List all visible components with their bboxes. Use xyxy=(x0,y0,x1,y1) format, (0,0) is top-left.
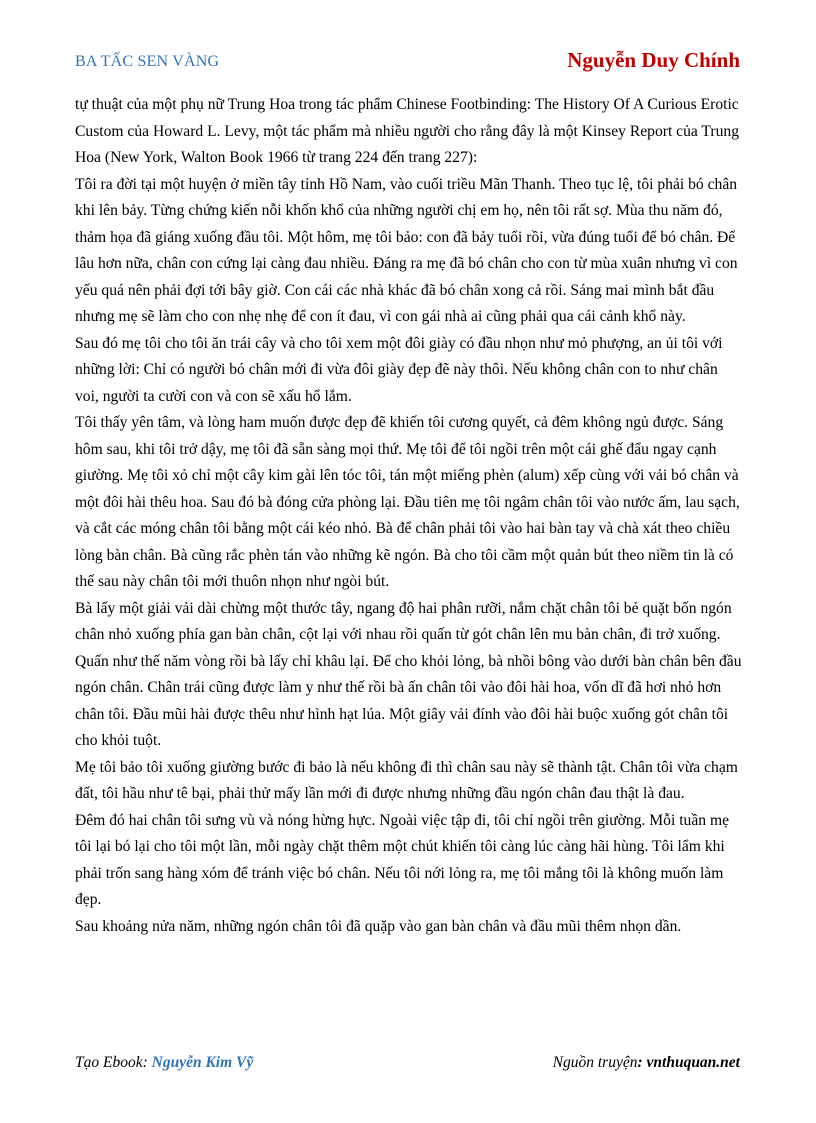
source-site: vnthuquan.net xyxy=(646,1054,740,1071)
source-credit-label: Nguồn truyện xyxy=(552,1054,638,1071)
paragraph: Bà lấy một giải vải dài chừng một thước tây, ngang độ hai phân rưỡi, nắm chặt chân tôi bẻ quặt bốn ngón chân nhỏ xuống phía gan bàn chân, cột lại với nhau rồi quấn từ gót chân lên mu bàn chân, đi trở xuống. Quấn như thế năm vòng rồi bà lấy chỉ khâu lại. Để cho khỏi lỏng, bà nhồi bông vào dưới bàn chân bên đầu ngón chân. Chân trái cũng được làm y như thế rồi bà ấn chân tôi vào đôi hài hoa, vốn dĩ đã hơi nhỏ hơn chân tôi. Đầu mũi hài được thêu như hình hạt lúa. Một giây vải đính vào đôi hài buộc xuống gót chân tôi cho khỏi tuột. xyxy=(75,599,742,749)
ebook-credit-label: Tạo Ebook xyxy=(75,1054,143,1071)
paragraph: Tôi thấy yên tâm, và lòng ham muốn được đẹp đẽ khiến tôi cương quyết, cả đêm không ngủ được. Sáng hôm sau, khi tôi trở dậy, mẹ tôi đã sẵn sàng mọi thứ. Mẹ tôi để tôi ngồi trên một cái ghế đẩu ngay cạnh giường. Mẹ tôi xỏ chỉ một cây kim gài lên tóc tôi, tán một miếng phèn (alum) xếp cùng với vải bó chân và một đôi hài thêu hoa. Sau đó bà đóng cửa phòng lại. Đầu tiên mẹ tôi ngâm chân tôi vào nước ấm, lau sạch, và cắt các móng chân tôi bằng một cái kéo nhỏ. Bà để chân phải tôi vào hai bàn tay và chà xát theo chiều lòng bàn chân. Bà cũng rắc phèn tán vào những kẽ ngón. Bà cho tôi cầm một quản bút theo niềm tin là có thế sau này chân tôi mới thuôn nhọn như ngòi bút. xyxy=(75,414,740,590)
paragraph: Sau đó mẹ tôi cho tôi ăn trái cây và cho tôi xem một đôi giày có đầu nhọn như mỏ phượng, an ủi tôi với những lời: Chỉ có người bó chân mới đi vừa đôi giày đẹp đẽ này thôi. Nếu không chân con to như chân voi, người ta cười con và con sẽ xấu hổ lắm. xyxy=(75,334,723,405)
paragraph: Sau khoảng nửa năm, những ngón chân tôi đã quặp vào gan bàn chân và đầu mũi thêm nhọn dần. xyxy=(75,917,682,935)
author-name: Nguyễn Duy Chính xyxy=(567,48,740,72)
paragraph: tự thuật của một phụ nữ Trung Hoa trong tác phẩm Chinese Footbinding: The History Of A Curious Erotic Custom của Howard L. Levy, một tác phẩm mà nhiều người cho rằng đây là một Kinsey Report của Trung Hoa (New York, Walton Book 1966 từ trang 224 đến trang 227): xyxy=(75,96,739,166)
page-footer xyxy=(75,1054,740,1078)
paragraph: Đêm đó hai chân tôi sưng vù và nóng hừng hực. Ngoài việc tập đi, tôi chỉ ngồi trên giường. Mỗi tuần mẹ tôi lại bó lại cho tôi một lần, mỗi ngày chặt thêm một chút khiến tôi càng lúc càng hãi hùng. Tôi lẩm khi phải trốn sang hàng xóm để tránh việc bó chân. Nếu tôi nới lỏng ra, mẹ tôi mắng tôi là không muốn làm đẹp. xyxy=(75,811,729,908)
source-credit xyxy=(553,1054,740,1072)
ebook-credit xyxy=(75,1054,253,1072)
ebook-credit-separator: : xyxy=(142,1054,152,1071)
page-header xyxy=(75,48,740,76)
paragraph: Mẹ tôi bảo tôi xuống giường bước đi bảo là nếu không đi thì chân sau này sẽ thành tật. Chân tôi vừa chạm đất, tôi hầu như tê bại, phải thử mấy lần mới đi được nhưng những đầu ngón chân đau thật là đau. xyxy=(75,758,738,802)
source-credit-separator: : xyxy=(637,1054,647,1071)
document-body xyxy=(75,92,743,940)
book-title: BA TẤC SEN VÀNG xyxy=(75,53,220,70)
paragraph: Tôi ra đời tại một huyện ở miền tây tỉnh Hồ Nam, vào cuối triều Mãn Thanh. Theo tục lệ, tôi phải bó chân khi lên bảy. Từng chứng kiến nỗi khốn khổ của những người chị em họ, nên tôi rất sợ. Mùa thu năm đó, thảm họa đã giáng xuống đầu tôi. Một hôm, mẹ tôi bảo: con đã bảy tuổi rồi, vừa đúng tuổi để bó chân. Để lâu hơn nữa, chân con cứng lại càng đau nhiều. Đáng ra mẹ đã bó chân cho con từ mùa xuân nhưng vì con yếu quá nên phải đợi tới bây giờ. Con cái các nhà khác đã bó chân xong cả rồi. Sáng mai mình bắt đầu nhưng mẹ sẽ làm cho con nhẹ nhẹ để con ít đau, vì con gái nhà ai cũng phải qua cái cảnh khổ này. xyxy=(75,175,738,325)
ebook-creator-name: Nguyễn Kim Vỹ xyxy=(151,1054,254,1071)
